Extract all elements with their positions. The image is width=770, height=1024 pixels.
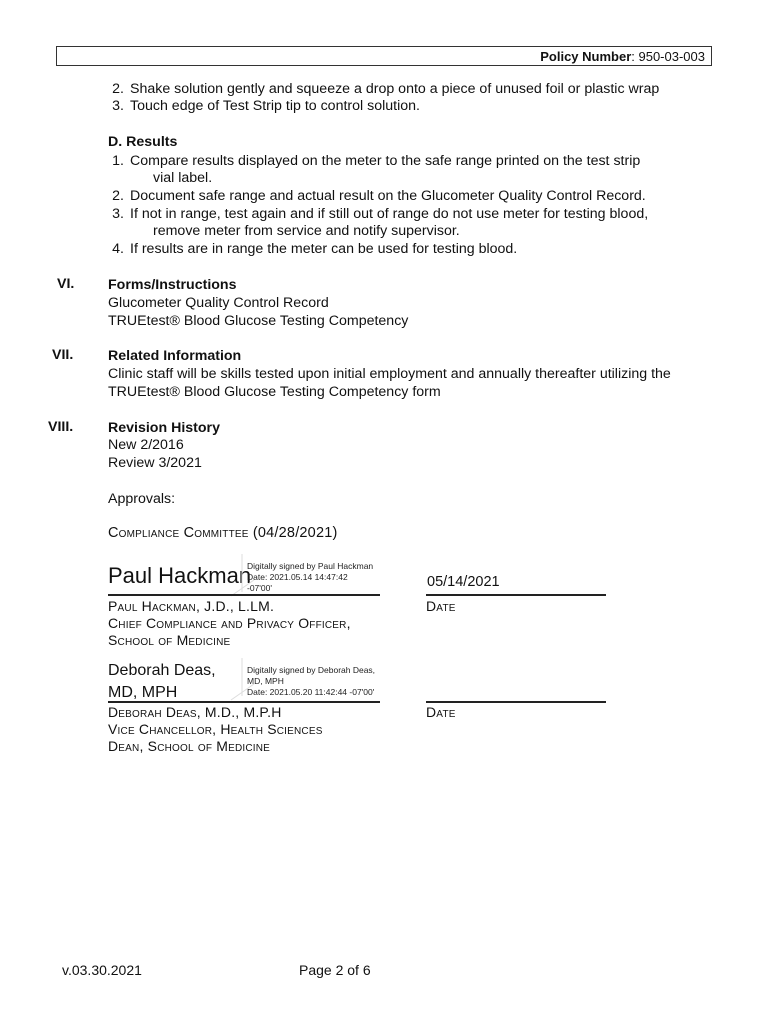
date-label: Date [426,704,456,720]
version-label: v.03.30.2021 [62,962,142,978]
item-number: 2. [112,81,124,97]
section-text: TRUEtest® Blood Glucose Testing Competency [108,313,409,329]
signature-line: Deborah Deas, [108,662,216,679]
title-line: Deborah Deas, M.D., M.P.H [108,704,282,720]
item-text: Shake solution gently and squeeze a drop onto a piece of unused foil or plastic wrap [130,81,660,97]
section-heading: Revision History [108,420,220,436]
section-text: Review 3/2021 [108,455,202,471]
title-line: Vice Chancellor, Health Sciences [108,721,323,737]
digital-note-line: MD, MPH [247,676,284,686]
list-item [102,152,640,170]
section-number: VII. [52,347,74,363]
signature-deborah-deas [108,660,216,704]
item-text-cont: vial label. [153,170,213,186]
signature-rule [108,701,380,703]
signatory-title [108,704,323,755]
date-label: Date [426,598,456,614]
digital-signature-note [247,665,375,698]
title-line: Paul Hackman, J.D., L.LM. [108,598,275,614]
section-text: TRUEtest® Blood Glucose Testing Competency form [108,384,441,400]
date-rule [426,701,606,703]
item-number: 4. [112,241,124,257]
item-text: Touch edge of Test Strip tip to control solution. [130,98,420,114]
section-text: Clinic staff will be skills tested upon initial employment and annually thereafter utilizing the [108,366,671,382]
list-item [102,97,420,115]
digital-note-line: Date: 2021.05.20 11:42:44 -07'00' [247,687,375,697]
item-text-cont: remove meter from service and notify supervisor. [153,223,460,239]
policy-number [540,49,705,64]
item-text: Compare results displayed on the meter to the safe range printed on the test strip [130,153,641,169]
digital-note-line: Date: 2021.05.14 14:47:42 [247,572,348,582]
section-heading: Related Information [108,348,242,364]
signatory-title [108,598,351,649]
item-number: 3. [112,206,124,222]
digital-note-line: -07'00' [247,583,272,593]
section-heading: Forms/Instructions [108,277,237,293]
item-text: If results are in range the meter can be used for testing blood. [130,241,518,257]
item-number: 3. [112,98,124,114]
signature-date: 05/14/2021 [427,574,500,590]
digital-note-line: Digitally signed by Paul Hackman [247,561,374,571]
policy-value: : 950-03-003 [631,49,705,64]
section-text: Glucometer Quality Control Record [108,295,329,311]
list-item [102,187,646,205]
title-line: Dean, School of Medicine [108,738,271,754]
title-line: Chief Compliance and Privacy Officer, [108,615,351,631]
item-text: Document safe range and actual result on the Glucometer Quality Control Record. [130,188,646,204]
list-item [102,80,659,98]
signature-rule [108,594,380,596]
item-number: 1. [112,153,124,169]
section-d-heading: D. Results [108,134,178,150]
signature-paul-hackman: Paul Hackman [108,563,252,588]
digital-signature-note [247,561,373,594]
policy-label: Policy Number [540,49,632,64]
approvals-label: Approvals: [108,491,176,507]
title-line: School of Medicine [108,632,231,648]
list-item [102,240,517,258]
signature-line: MD, MPH [108,684,178,701]
section-number: VI. [57,276,75,292]
list-item [102,205,648,223]
date-rule [426,594,606,596]
item-text: If not in range, test again and if still out of range do not use meter for testing blood, [130,206,649,222]
item-number: 2. [112,188,124,204]
page-number: Page 2 of 6 [299,962,371,978]
digital-note-line: Digitally signed by Deborah Deas, [247,665,376,675]
committee-line: Compliance Committee (04/28/2021) [108,525,338,541]
policy-number-box [56,46,712,66]
section-text: New 2/2016 [108,437,184,453]
section-number: VIII. [48,419,74,435]
